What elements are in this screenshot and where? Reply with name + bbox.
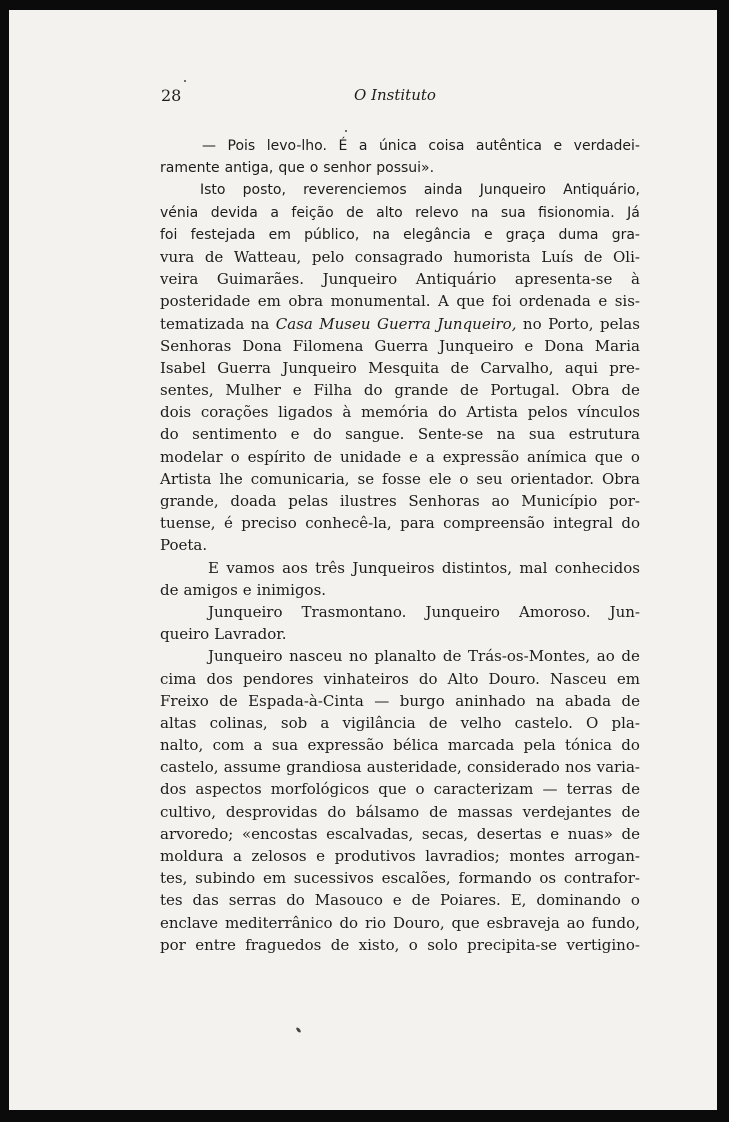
text-line: cima dos pendores vinhateiros do Alto Douro. Nasceu em — [160, 669, 640, 688]
text-line: Junqueiro nasceu no planalto de Trás-os-Montes, ao de — [208, 647, 640, 666]
text-line: tematizada na Casa Museu Guerra Junqueiro, no Porto, pelas — [160, 314, 640, 333]
text-line: tes das serras do Masouco e de Poiares. E, dominando o — [160, 891, 640, 910]
text-line: Artista lhe comunicaria, se fosse ele o seu orientador. Obra — [160, 469, 640, 488]
text-line: nalto, com a sua expressão bélica marcada pela tónica do — [160, 736, 640, 755]
text-line: foi festejada em público, na elegância e graça duma gra- — [160, 226, 640, 243]
text-line: altas colinas, sob a vigilância de velho castelo. O pla- — [160, 713, 640, 732]
text-line: Isto posto, reverenciemos ainda Junqueiro Antiquário, — [200, 182, 640, 199]
text-line: tes, subindo em sucessivos escalões, formando os contrafor- — [160, 869, 640, 888]
text-line: cultivo, desprovidas do bálsamo de massas verdejantes de — [160, 802, 640, 821]
text-line: — Pois levo-lho. É a única coisa autêntica e verdadei- — [202, 138, 640, 154]
text-line: dois corações ligados à memória do Artista pelos vínculos — [160, 403, 640, 422]
text-line: vura de Watteau, pelo consagrado humorista Luís de Oli- — [160, 247, 640, 266]
text-line: Poeta. — [160, 536, 208, 555]
text-line: por entre fraguedos de xisto, o solo precipita-se vertigino- — [160, 935, 640, 954]
text-line: enclave mediterrânico do rio Douro, que esbraveja ao fundo, — [160, 913, 640, 932]
text-line: Senhoras Dona Filomena Guerra Junqueiro e Dona Maria — [160, 336, 640, 355]
print-speck — [295, 1027, 301, 1034]
text-line: queiro Lavrador. — [160, 625, 287, 644]
text-line: Freixo de Espada-à-Cinta — burgo aninhado na abada de — [160, 691, 640, 710]
page-header — [9, 86, 717, 110]
text-line: do sentimento e do sangue. Sente-se na sua estrutura — [160, 425, 640, 444]
text-line: veira Guimarães. Junqueiro Antiquário apresenta-se à — [160, 270, 640, 289]
text-line: Junqueiro Trasmontano. Junqueiro Amoroso. Jun- — [208, 602, 640, 621]
book-page — [9, 10, 717, 1110]
text-line: tuense, é preciso conhecê-la, para compreensão integral do — [160, 514, 640, 533]
text-line: de amigos e inimigos. — [160, 580, 327, 599]
text-line: E vamos aos três Junqueiros distintos, mal conhecidos — [208, 558, 640, 577]
text-line: Isabel Guerra Junqueiro Mesquita de Carvalho, aqui pre- — [160, 358, 640, 377]
text-line: castelo, assume grandiosa austeridade, considerado nos varia- — [160, 758, 640, 777]
text-line: posteridade em obra monumental. A que foi ordenada e sis- — [160, 292, 640, 311]
print-speck — [345, 130, 347, 132]
text-line: ramente antiga, que o senhor possui». — [160, 160, 435, 177]
text-line: grande, doada pelas ilustres Senhoras ao Município por- — [160, 492, 640, 510]
text-line: arvoredo; «encostas escalvadas, secas, desertas e nuas» de — [160, 824, 640, 843]
body-text — [160, 135, 640, 956]
page-number: 28 — [161, 86, 182, 105]
text-line: sentes, Mulher e Filha do grande de Portugal. Obra de — [160, 381, 640, 400]
running-title: O Instituto — [354, 86, 436, 104]
text-line: vénia devida a feição de alto relevo na sua fisionomia. Já — [160, 204, 640, 221]
text-line: moldura a zelosos e produtivos lavradios; montes arrogan- — [160, 847, 640, 865]
text-line: modelar o espírito de unidade e a expressão anímica que o — [160, 447, 640, 466]
print-speck — [184, 80, 186, 82]
text-line: dos aspectos morfológicos que o caracterizam — terras de — [160, 780, 640, 799]
